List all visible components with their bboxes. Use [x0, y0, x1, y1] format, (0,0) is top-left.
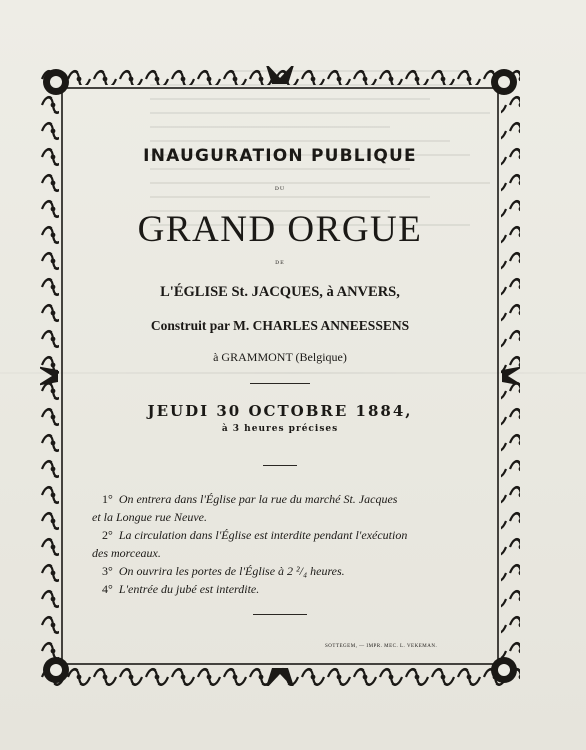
rule-item: 2° La circulation dans l'Église est interdite pendant l'exécution: [102, 528, 408, 542]
heading-builder: Construit par M. CHARLES ANNEESSENS: [150, 318, 410, 333]
divider-bottom: [253, 614, 307, 615]
heading-de: DE: [275, 260, 285, 266]
divider-rule: [250, 383, 310, 384]
rule-item: 4° L'entrée du jubé est interdite.: [102, 582, 260, 596]
rule-item-continuation: et la Longue rue Neuve.: [92, 510, 207, 524]
rules-list: [92, 490, 472, 598]
heading-inauguration: INAUGURATION PUBLIQUE: [143, 146, 417, 166]
heading-location: à GRAMMONT (Belgique): [213, 350, 347, 364]
heading-du: DU: [274, 186, 286, 192]
heading-church: L'ÉGLISE St. JACQUES, à ANVERS,: [160, 284, 400, 300]
rule-item: 3° On ouvrira les portes de l'Église à 2 ²/₄ heures.: [102, 564, 345, 578]
rule-item-continuation: des morceaux.: [92, 546, 161, 560]
notice-content: [75, 100, 485, 670]
divider-ornament: [263, 465, 297, 466]
event-date: JEUDI 30 OCTOBRE 1884,: [147, 402, 413, 420]
rule-item: 1° On entrera dans l'Église par la rue du marché St. Jacques: [102, 492, 398, 506]
heading-grand-orgue: GRAND ORGUE: [137, 209, 423, 250]
printer-credit: SOTTEGEM, — IMPR. MEC. L. VEKEMAN.: [325, 644, 438, 649]
event-time: à 3 heures précises: [221, 424, 339, 434]
